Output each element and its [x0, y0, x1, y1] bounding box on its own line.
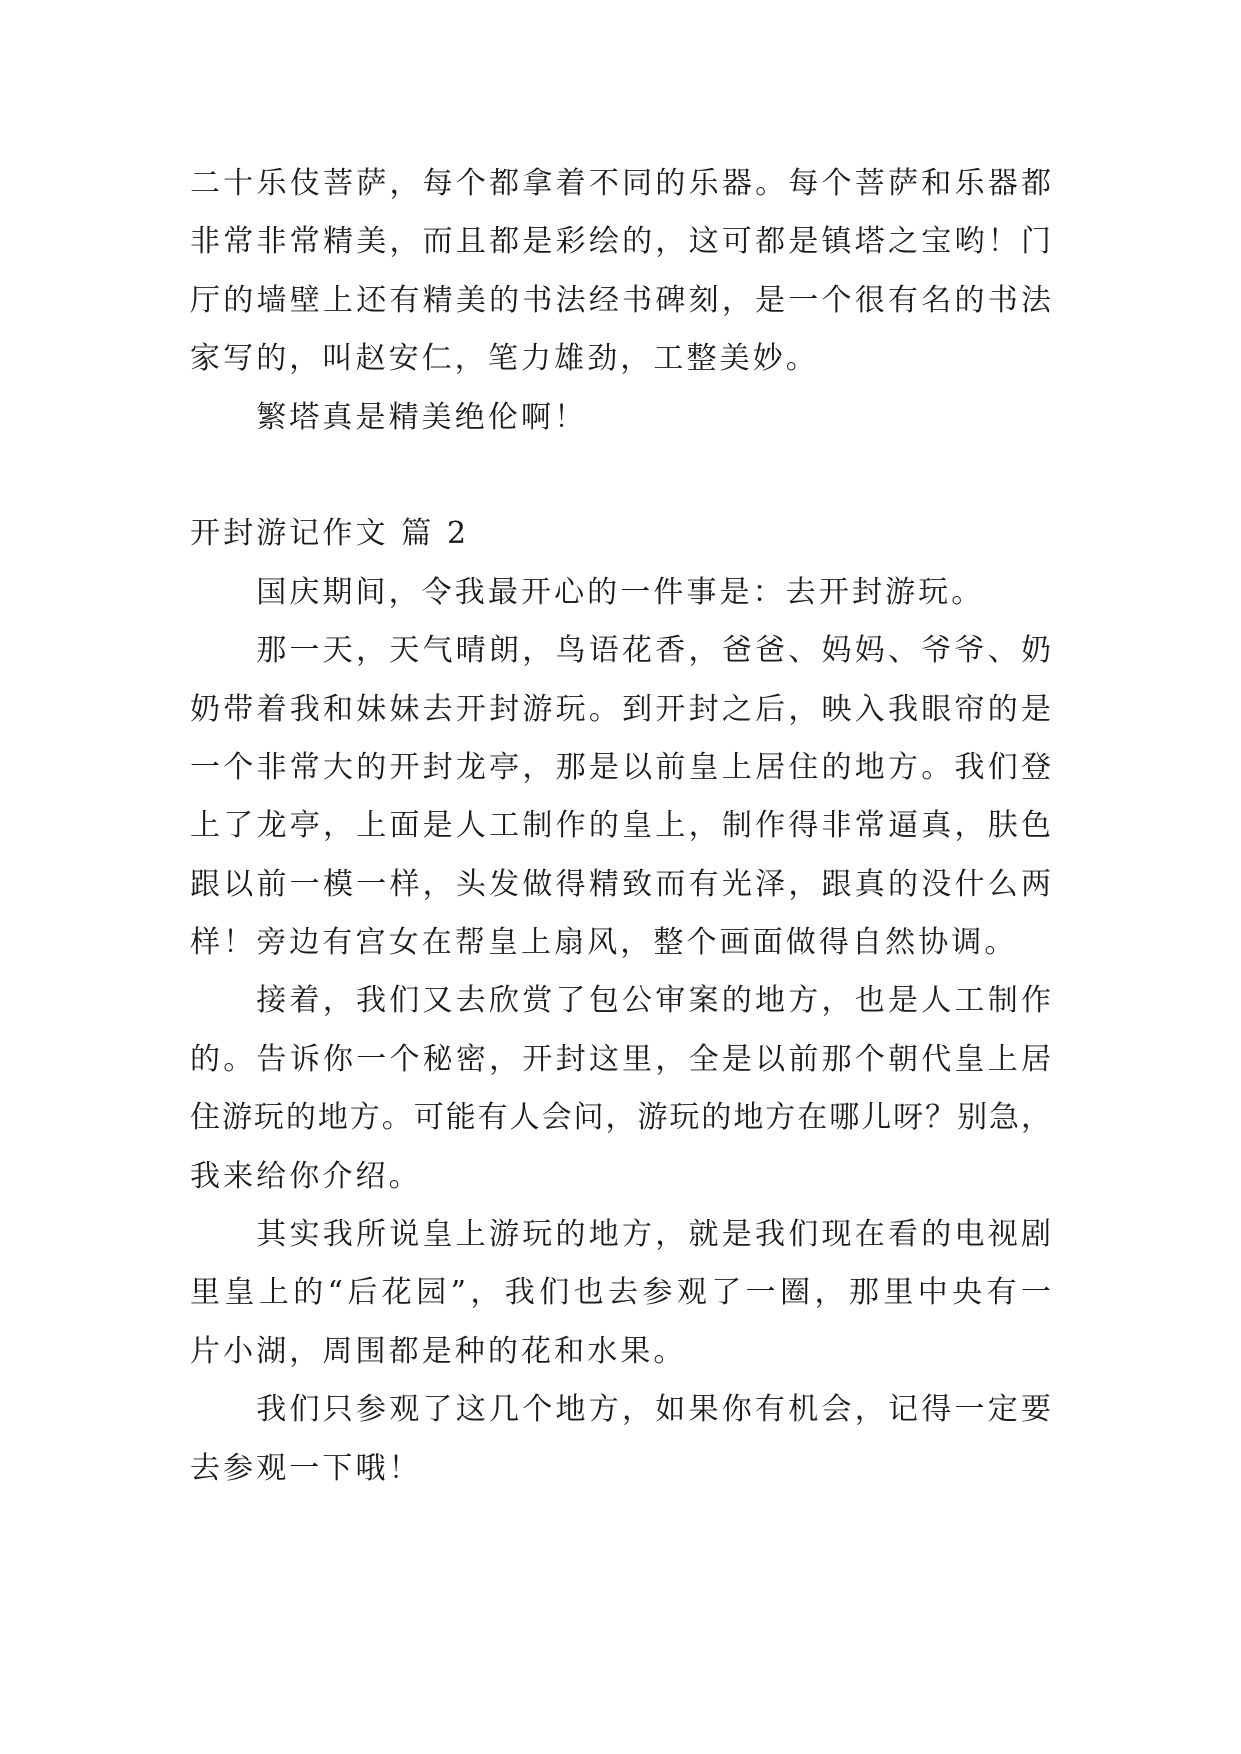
paragraph-line: 家写的，叫赵安仁，笔力雄劲，工整美妙。 [190, 341, 819, 377]
paragraph-line: 非常非常精美，而且都是彩绘的，这可都是镇塔之宝哟！门 [190, 224, 1051, 260]
paragraph [190, 622, 1051, 972]
paragraph-line: 去参观一下哦！ [190, 1450, 422, 1486]
document-body [190, 155, 1051, 1498]
paragraph [190, 564, 1051, 622]
paragraph-line: 二十乐伎菩萨，每个都拿着不同的乐器。每个菩萨和乐器都 [190, 166, 1051, 201]
section-title: 开封游记作文 篇 2 [190, 516, 470, 552]
paragraph-line: 国庆期间，令我最开心的一件事是：去开封游玩。 [256, 574, 985, 610]
paragraph-line: 一个非常大的开封龙亭，那是以前皇上居住的地方。我们登 [190, 749, 1051, 785]
paragraph-line: 厅的墙壁上还有精美的书法经书碑刻，是一个很有名的书法 [190, 282, 1051, 318]
paragraph-line: 奶带着我和妹妹去开封游玩。到开封之后，映入我眼帘的是 [190, 691, 1051, 727]
paragraph-line: 跟以前一模一样，头发做得精致而有光泽，跟真的没什么两 [190, 866, 1051, 902]
paragraph [190, 155, 1051, 389]
paragraph-line: 片小湖，周围都是种的花和水果。 [190, 1333, 687, 1369]
paragraph-line: 接着，我们又去欣赏了包公审案的地方，也是人工制作 [256, 983, 1051, 1019]
paragraph-line: 住游玩的地方。可能有人会问，游玩的地方在哪儿呀？别急， [190, 1100, 1051, 1136]
paragraph [190, 1206, 1051, 1381]
paragraph-line: 里皇上的“后花园”，我们也去参观了一圈，那里中央有一 [190, 1275, 1051, 1311]
paragraph-line: 我们只参观了这几个地方，如果你有机会，记得一定要 [256, 1392, 1051, 1428]
blank-line [190, 447, 1051, 505]
paragraph-line: 的。告诉你一个秘密，开封这里，全是以前那个朝代皇上居 [190, 1041, 1051, 1077]
paragraph [190, 389, 1051, 447]
paragraph-line: 我来给你介绍。 [190, 1158, 422, 1194]
paragraph [190, 1381, 1051, 1498]
paragraph-line: 那一天，天气晴朗，鸟语花香，爸爸、妈妈、爷爷、奶 [256, 633, 1051, 669]
paragraph-line: 样！旁边有宫女在帮皇上扇风，整个画面做得自然协调。 [190, 925, 1018, 961]
paragraph [190, 972, 1051, 1206]
paragraph-line: 其实我所说皇上游玩的地方，就是我们现在看的电视剧 [256, 1217, 1051, 1253]
paragraph-line: 上了龙亭，上面是人工制作的皇上，制作得非常逼真，肤色 [190, 808, 1051, 844]
paragraph-line: 繁塔真是精美绝伦啊！ [256, 399, 588, 435]
